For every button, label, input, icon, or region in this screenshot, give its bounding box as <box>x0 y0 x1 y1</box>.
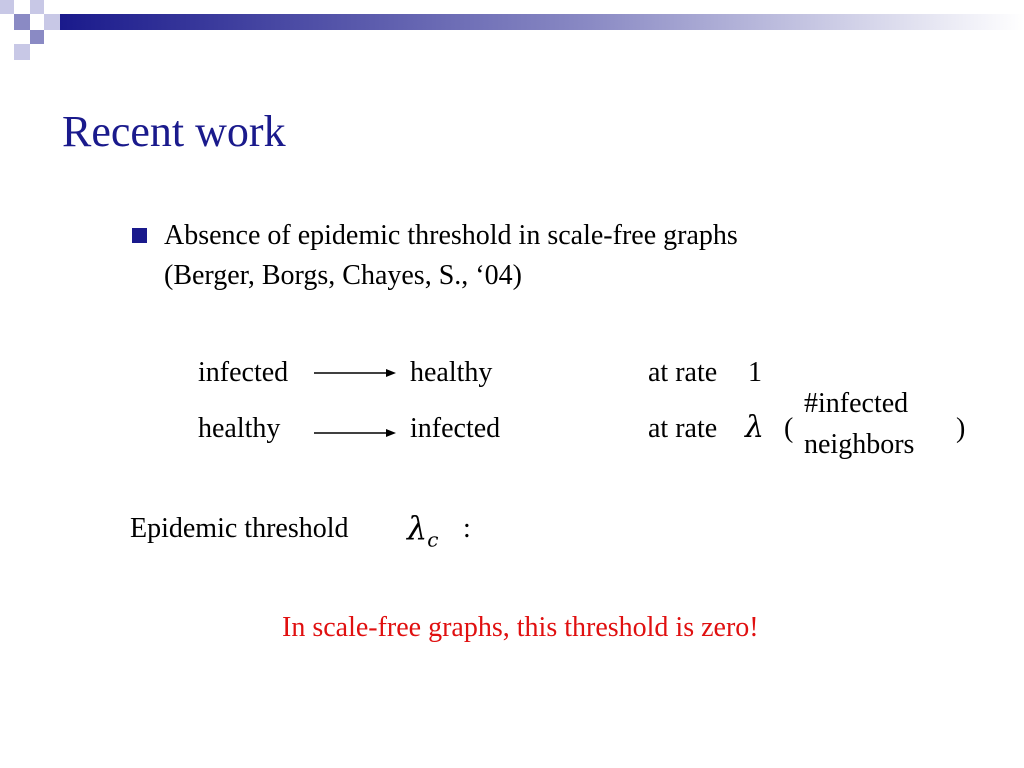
square-bullet-icon <box>132 228 147 243</box>
bullet-line-2: (Berger, Borgs, Chayes, S., ‘04) <box>164 260 522 291</box>
header-decoration <box>0 0 1024 70</box>
bullet-item <box>132 216 738 296</box>
rule1-from: infected <box>198 357 289 388</box>
fraction-top: #infected <box>804 388 909 419</box>
lambda-symbol: λ <box>745 410 765 445</box>
threshold-label: Epidemic threshold <box>130 513 349 544</box>
rule1-rate-label: at rate <box>648 357 718 388</box>
conclusion-text: In scale-free graphs, this threshold is zero! <box>282 612 759 643</box>
rule2-close-paren: ) <box>956 413 966 444</box>
rule2-from: healthy <box>198 413 281 444</box>
threshold-colon: : <box>463 513 471 544</box>
rule2-rate-label: at rate <box>648 413 718 444</box>
right-arrow-icon <box>314 426 396 440</box>
rule1-to: healthy <box>410 357 493 388</box>
slide-title: Recent work <box>62 107 286 156</box>
right-arrow-icon <box>314 366 396 380</box>
rule2-to: infected <box>410 413 501 444</box>
rule2-open-paren: ( <box>784 413 794 444</box>
lambda-c-symbol: $\lambda_c$ <box>407 509 439 552</box>
rule1-rate-value: 1 <box>748 357 762 388</box>
bullet-line-1: Absence of epidemic threshold in scale-free graphs <box>164 220 738 251</box>
fraction-bottom: neighbors <box>804 429 915 460</box>
